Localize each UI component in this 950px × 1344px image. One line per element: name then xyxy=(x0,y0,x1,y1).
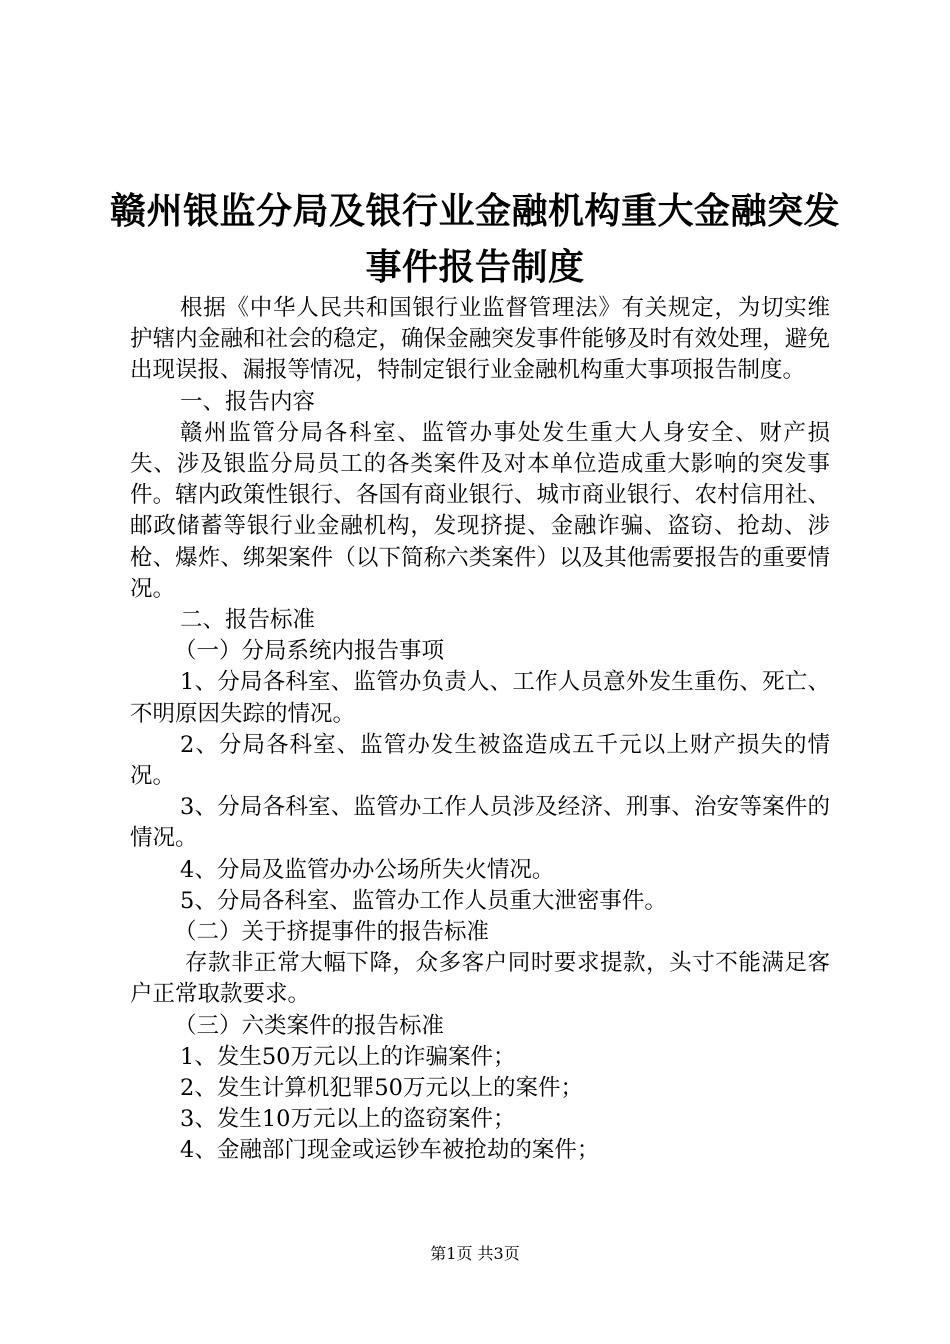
document-body xyxy=(130,293,830,1167)
subsection-heading-internal-matters: （一）分局系统内报告事项 xyxy=(174,638,445,665)
list-item: 3、发生10万元以上的盗窃案件； xyxy=(180,1106,516,1133)
list-item: 1、发生50万元以上的诈骗案件； xyxy=(180,1043,516,1070)
subsection-heading-bank-run: （二）关于挤提事件的报告标准 xyxy=(174,919,490,946)
section-heading-report-standards: 二、报告标准 xyxy=(180,607,316,634)
list-item: 1、分局各科室、监管办负责人、工作人员意外发生重伤、死亡、不明原因失踪的情况。 xyxy=(130,669,830,727)
section-heading-report-content: 一、报告内容 xyxy=(180,388,316,415)
report-content-paragraph: 赣州监管分局各科室、监管办事处发生重大人身安全、财产损失、涉及银监分局员工的各类案件及对本单位造成重大影响的突发事件。辖内政策性银行、各国有商业银行、城市商业银行、农村信用社、邮政储蓄等银行业金融机构，发现挤提、金融诈骗、盗窃、抢劫、涉枪、爆炸、绑架案件（以下简称六类案件）以及其他需要报告的重要情况。 xyxy=(130,419,830,602)
list-item: 4、分局及监管办办公场所失火情况。 xyxy=(180,856,555,883)
list-item: 2、发生计算机犯罪50万元以上的案件； xyxy=(180,1075,583,1102)
list-item: 5、分局各科室、监管办工作人员重大泄密事件。 xyxy=(180,887,667,914)
page-footer: 第1页 共3页 xyxy=(430,1244,520,1263)
subsection-heading-six-case-types: （三）六类案件的报告标准 xyxy=(174,1012,445,1039)
bank-run-paragraph: 存款非正常大幅下降，众多客户同时要求提款，头寸不能满足客户正常取款要求。 xyxy=(130,950,830,1008)
document-title-line-1: 赣州银监分局及银行业金融机构重大金融突发 xyxy=(109,191,840,232)
list-item: 4、金融部门现金或运钞车被抢劫的案件； xyxy=(180,1137,600,1164)
list-item: 2、分局各科室、监管办发生被盗造成五千元以上财产损失的情况。 xyxy=(130,731,830,790)
intro-paragraph: 根据《中华人民共和国银行业监督管理法》有关规定，为切实维护辖内金融和社会的稳定，确保金融突发事件能够及时有效处理，避免出现误报、漏报等情况，特制定银行业金融机构重大事项报告制度。 xyxy=(130,295,830,384)
list-item: 3、分局各科室、监管办工作人员涉及经济、刑事、治安等案件的情况。 xyxy=(130,794,830,852)
document-title-line-2: 事件报告制度 xyxy=(365,247,585,288)
